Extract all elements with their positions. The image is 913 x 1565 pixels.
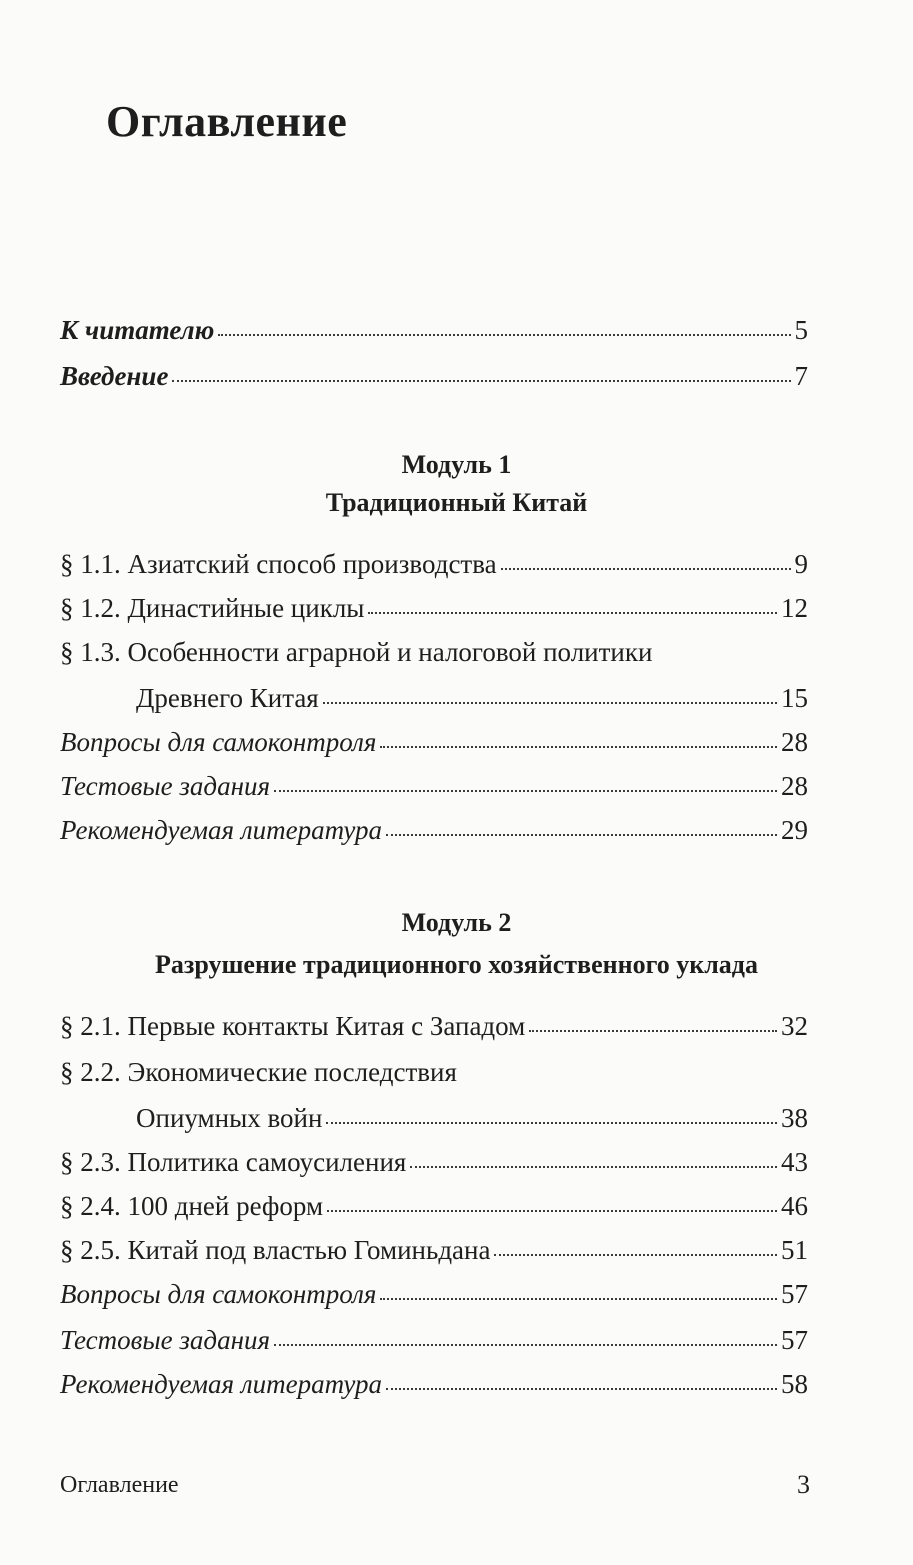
module-2-heading: Модуль 2 (401, 908, 512, 937)
toc-page-number: 57 (781, 1325, 808, 1355)
toc-page-number: 28 (781, 771, 808, 801)
toc-leader-dots (218, 333, 790, 336)
toc-page-number: 57 (781, 1279, 808, 1309)
toc-leader-dots (274, 1343, 777, 1346)
toc-page-number: 15 (781, 683, 808, 713)
toc-page-number: 28 (781, 727, 808, 757)
toc-entry-m1-literature (60, 810, 808, 850)
toc-entry-introduction (60, 356, 808, 396)
toc-leader-dots (410, 1165, 777, 1168)
toc-entry-1-3-line1: § 1.3. Особенности аграрной и налоговой политики (60, 637, 653, 667)
module-1-subtitle: Традиционный Китай (325, 488, 588, 517)
running-footer-title: Оглавление (60, 1472, 179, 1498)
toc-leader-dots (274, 789, 777, 792)
toc-entry-label: Опиумных войн (136, 1103, 323, 1133)
toc-leader-dots (386, 1387, 777, 1390)
toc-page-number: 51 (781, 1235, 808, 1265)
toc-page-number: 29 (781, 815, 808, 845)
toc-page-number: 12 (781, 593, 808, 623)
toc-entry-label: Тестовые задания (60, 1325, 271, 1355)
module-1-heading: Модуль 1 (401, 450, 512, 479)
toc-entry-m2-tests (60, 1320, 808, 1360)
toc-entry-m1-tests (60, 766, 808, 806)
toc-page-number: 43 (781, 1147, 808, 1177)
toc-entry-label: § 1.1. Азиатский способ производства (60, 549, 497, 579)
toc-entry-label: Вопросы для самоконтроля (60, 727, 377, 757)
toc-entry-label: § 1.2. Династийные циклы (60, 593, 365, 623)
toc-entry-to-reader (60, 310, 808, 350)
toc-leader-dots (380, 745, 777, 748)
toc-page-number: 38 (781, 1103, 808, 1133)
toc-leader-dots (386, 833, 777, 836)
toc-entry-m2-questions (60, 1274, 808, 1314)
toc-entry-1-2 (60, 588, 808, 628)
toc-entry-label: § 2.1. Первые контакты Китая с Западом (60, 1011, 526, 1041)
module-2-subtitle: Разрушение традиционного хозяйственного уклада (155, 950, 758, 979)
toc-leader-dots (326, 1121, 777, 1124)
toc-entry-label: Тестовые задания (60, 771, 271, 801)
toc-leader-dots (529, 1029, 777, 1032)
toc-leader-dots (327, 1209, 777, 1212)
toc-entry-2-2-line1: § 2.2. Экономические последствия (60, 1057, 457, 1087)
toc-entry-label: § 2.3. Политика самоусиления (60, 1147, 407, 1177)
toc-page-number: 58 (781, 1369, 808, 1399)
toc-leader-dots (380, 1297, 777, 1300)
toc-page-number: 7 (794, 361, 808, 391)
toc-entry-2-5 (60, 1230, 808, 1270)
page-number: 3 (797, 1470, 810, 1499)
toc-entry-label: Рекомендуемая литература (60, 815, 383, 845)
toc-entry-m2-literature (60, 1364, 808, 1404)
toc-entry-m1-questions (60, 722, 808, 762)
toc-entry-label: Рекомендуемая литература (60, 1369, 383, 1399)
toc-page-number: 32 (781, 1011, 808, 1041)
toc-entry-label: Вопросы для самоконтроля (60, 1279, 377, 1309)
toc-page-number: 5 (794, 315, 808, 345)
toc-entry-label: Введение (60, 361, 169, 391)
toc-entry-1-1 (60, 544, 808, 584)
toc-page-number: 9 (794, 549, 808, 579)
toc-entry-label: К читателю (60, 315, 215, 345)
toc-entry-2-3 (60, 1142, 808, 1182)
toc-entry-2-1 (60, 1006, 808, 1046)
toc-leader-dots (501, 567, 791, 570)
toc-entry-label: § 2.4. 100 дней реформ (60, 1191, 324, 1221)
toc-entry-2-2 (60, 1098, 808, 1138)
toc-entry-1-3 (60, 678, 808, 718)
toc-leader-dots (323, 701, 777, 704)
page-title: Оглавление (106, 97, 348, 146)
toc-entry-label: § 2.5. Китай под властью Гоминьдана (60, 1235, 491, 1265)
toc-leader-dots (368, 611, 777, 614)
toc-leader-dots (172, 379, 790, 382)
toc-leader-dots (494, 1253, 777, 1256)
toc-entry-label: Древнего Китая (136, 683, 319, 713)
toc-page-number: 46 (781, 1191, 808, 1221)
toc-entry-2-4 (60, 1186, 808, 1226)
